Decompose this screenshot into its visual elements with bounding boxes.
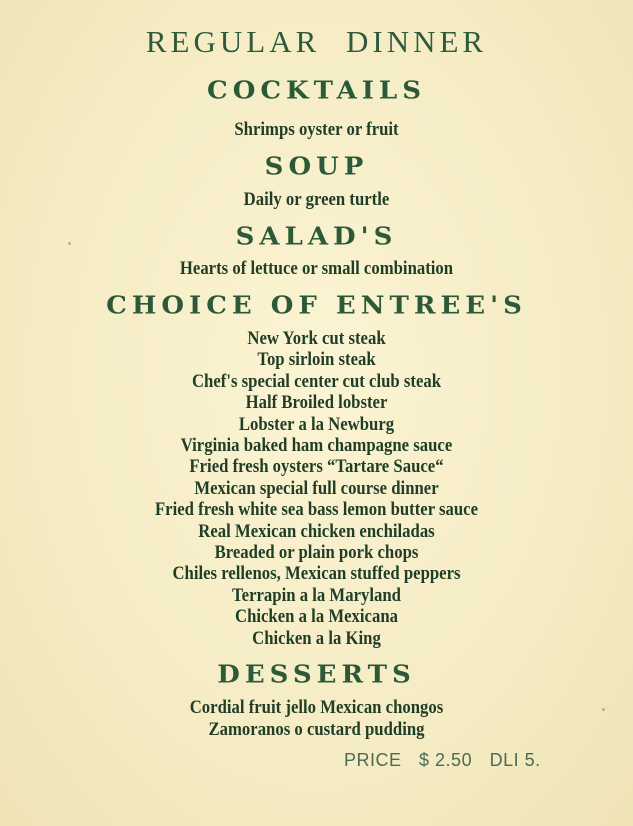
list-item: Fried fresh white sea bass lemon butter sauce [154,499,479,521]
list-item: Virginia baked ham champagne sauce [180,435,453,457]
section-heading-salads: SALAD'S [235,223,398,251]
section-heading-soup: SOUP [264,153,369,181]
section-heading-entrees: CHOICE OF ENTREE'S [106,292,527,320]
paper-stain [68,242,71,245]
list-item: Fried fresh oysters “Tartare Sauce“ [189,456,444,478]
list-item: New York cut steak [247,328,386,349]
salads-item: Hearts of lettuce or small combination [179,258,454,279]
cocktails-item: Shrimps oyster or fruit [234,119,399,140]
list-item: Top sirloin steak [257,349,376,371]
entrees-list [0,328,633,649]
price-label: PRICE [344,750,402,770]
desserts-list [0,697,633,741]
list-item: Zamoranos o custard pudding [208,719,425,740]
list-item: Chicken a la Mexicana [234,606,399,628]
price-amount: $ 2.50 [419,750,473,770]
list-item: Breaded or plain pork chops [214,542,419,564]
section-heading-cocktails: COCKTAILS [207,77,426,105]
list-item: Lobster a la Newburg [238,413,395,435]
list-item: Mexican special full course dinner [194,477,439,499]
list-item: Chef's special center cut club steak [191,370,442,392]
soup-item: Daily or green turtle [243,189,390,210]
list-item: Real Mexican chicken enchiladas [198,520,435,542]
price-currency: DLI 5. [489,750,541,770]
paper-stain [602,708,605,711]
list-item: Half Broiled lobster [245,392,388,414]
list-item: Terrapin a la Maryland [232,584,401,606]
list-item: Chiles rellenos, Mexican stuffed peppers [172,563,461,585]
section-heading-desserts: DESSERTS [217,661,416,689]
list-item: Chicken a la King [252,627,381,649]
list-item: Cordial fruit jello Mexican chongos [189,697,444,718]
menu-title: REGULAR DINNER [145,24,488,59]
price-line [344,750,553,771]
